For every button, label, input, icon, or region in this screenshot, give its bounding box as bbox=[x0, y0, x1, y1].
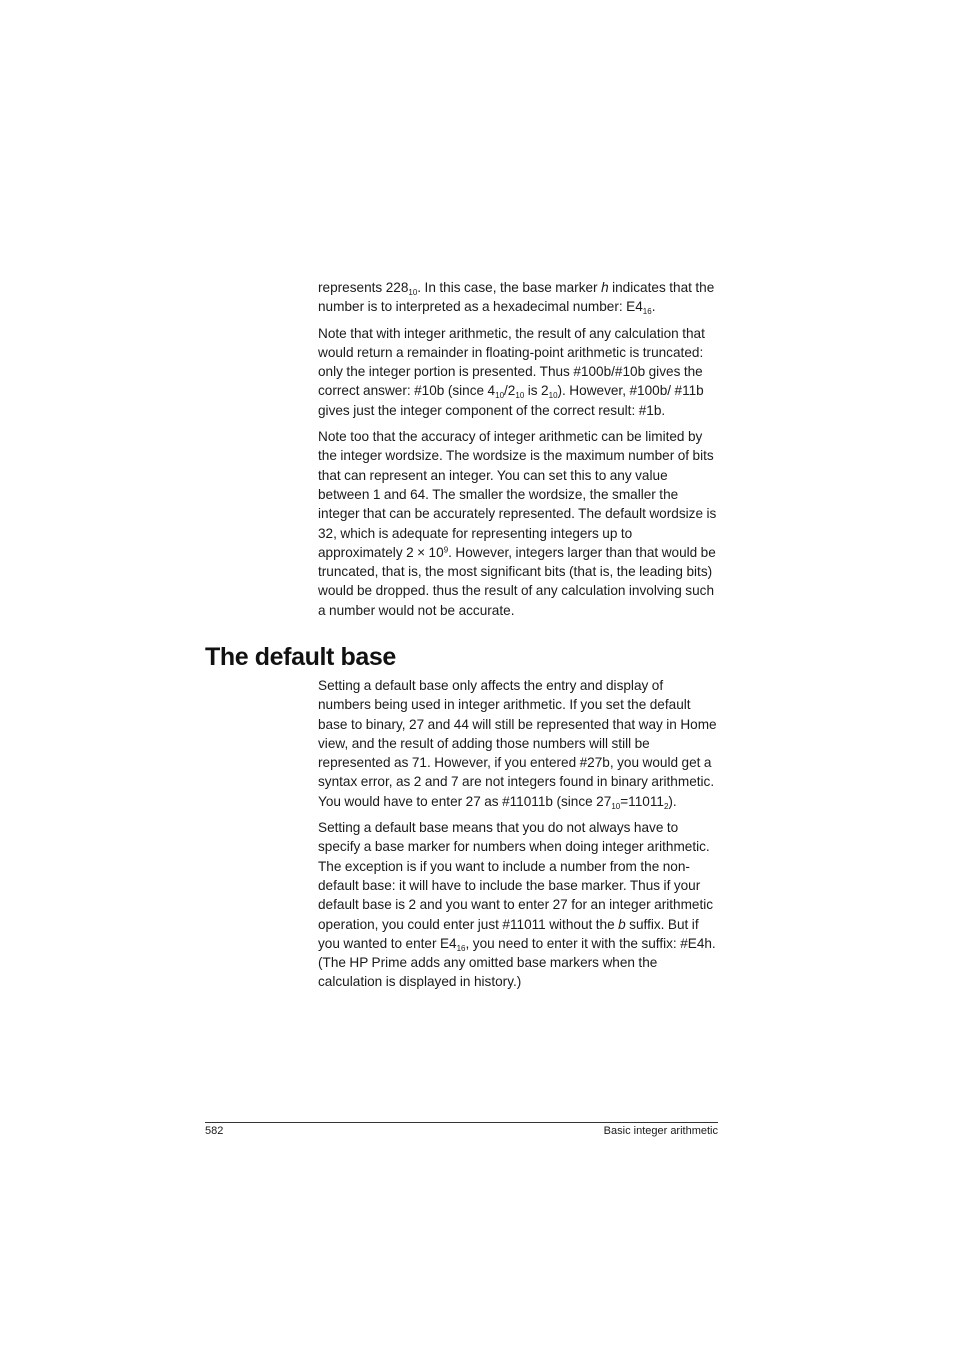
italic-text: h bbox=[601, 280, 609, 295]
paragraph-truncation bbox=[318, 324, 718, 420]
chapter-title: Basic integer arithmetic bbox=[603, 1125, 718, 1137]
subscript: 10 bbox=[548, 391, 558, 401]
body-section-1 bbox=[318, 278, 718, 627]
subscript: 16 bbox=[642, 307, 652, 317]
text-run: /2 bbox=[504, 383, 516, 399]
subscript: 10 bbox=[495, 391, 505, 401]
section-heading: The default base bbox=[205, 643, 396, 671]
paragraph-wordsize bbox=[318, 427, 718, 620]
superscript: 9 bbox=[443, 545, 449, 555]
page-number: 582 bbox=[205, 1125, 224, 1137]
text-run: indicates that the number is to interpreted as a hexadecimal number: E4 bbox=[318, 280, 715, 315]
text-run: Note too that the accuracy of integer arithmetic can be limited by the integer wordsize. The wordsize is the maximum number of bits that can represent an integer. You can set this to any value between 1 and 64. The smaller the wordsize, the smaller the integer that can be accurately represented. The default wordsize is 32, which is adequate for representing integers up to approximately 2 × 10 bbox=[318, 429, 717, 560]
text-run: Note that with integer arithmetic, the result of any calculation that would return a remainder in floating-point arithmetic is truncated: only the integer portion is presented. Thus #100b/#10b gives the correct answer: #10b (since 4 bbox=[318, 325, 705, 399]
text-run: . In this case, the base marker bbox=[417, 280, 602, 295]
subscript: 10 bbox=[611, 801, 621, 811]
text-run: . bbox=[651, 299, 656, 315]
paragraph-default-base bbox=[318, 676, 718, 811]
text-run: is 2 bbox=[524, 383, 549, 399]
text-run: ). bbox=[668, 793, 677, 809]
text-run: ). However, #100b/ #11b gives just the integer component of the correct result: #1b. bbox=[318, 383, 704, 418]
paragraph-base-marker bbox=[318, 278, 718, 317]
subscript: 10 bbox=[408, 287, 418, 297]
subscript: 10 bbox=[515, 391, 525, 401]
subscript: 2 bbox=[663, 801, 669, 811]
text-run: , you need to enter it with the suffix: #E4h. (The HP Prime adds any omitted base markers when the calculation is displayed in history.) bbox=[318, 935, 716, 990]
paragraph-base-marker-usage bbox=[318, 818, 718, 992]
text-run: suffix. But if you wanted to enter E4 bbox=[318, 916, 699, 951]
text-run: =11011 bbox=[620, 793, 664, 809]
body-section-2 bbox=[318, 676, 718, 999]
text-run: represents 228 bbox=[318, 280, 409, 295]
text-run: Setting a default base only affects the entry and display of numbers being used in integer arithmetic. If you set the default base to binary, 27 and 44 will still be represented that way in Home view, and the result of adding those numbers will still be represented as 71. However, if you entered #27b, you would get a syntax error, as 2 and 7 are not integers found in binary arithmetic. You would have to enter 27 as #11011b (since 27 bbox=[318, 678, 717, 809]
text-run: . However, integers larger than that would be truncated, that is, the most significant bits (that is, the leading bits) would be dropped. thus the result of any calculation involving such a number would not be accurate. bbox=[318, 544, 716, 618]
text-run: Setting a default base means that you do not always have to specify a base marker for numbers when doing integer arithmetic. The exception is if you want to include a number from the non-default base: it will have to include the base marker. Thus if your default base is 2 and you want to enter 27 for an integer arithmetic operation, you could enter just #11011 without the bbox=[318, 820, 714, 932]
subscript: 16 bbox=[456, 943, 466, 953]
italic-text: b bbox=[618, 916, 626, 932]
